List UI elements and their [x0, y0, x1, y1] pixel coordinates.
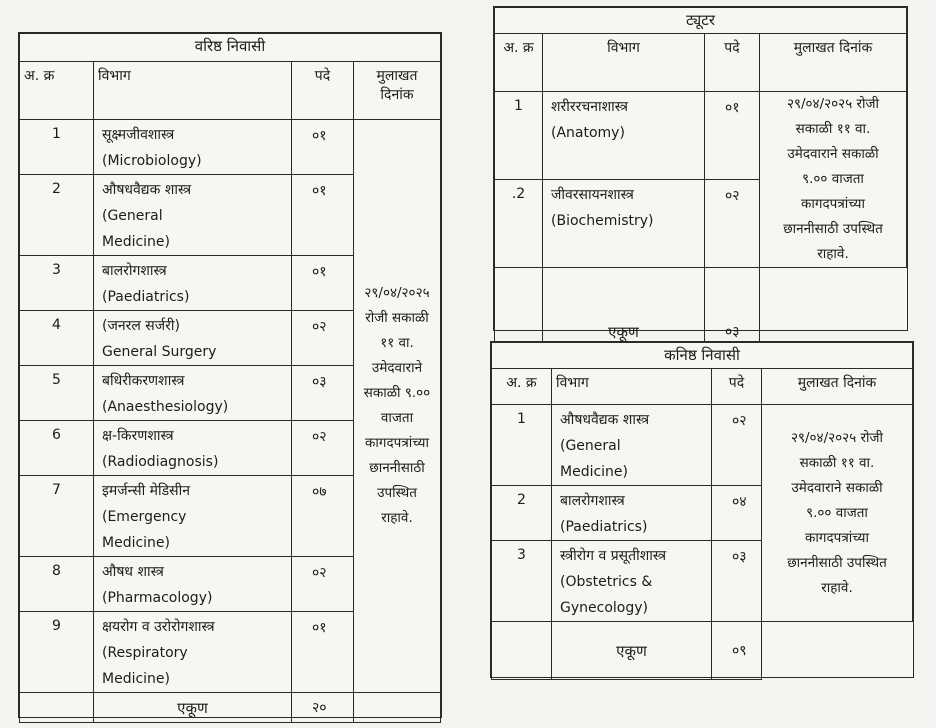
interview-date-cell	[354, 120, 441, 693]
department-name-english: (Paediatrics)	[102, 289, 190, 305]
interview-date-line: सकाळी ११ वा.	[799, 454, 875, 471]
row-number: 2	[20, 175, 94, 256]
department-cell	[94, 175, 292, 256]
interview-date-line: वाजता	[380, 410, 414, 426]
col-header-posts: पदे	[292, 62, 354, 120]
total-row	[20, 693, 441, 723]
row-number: 2	[492, 486, 552, 541]
row-number: 1	[492, 405, 552, 486]
table-title: वरिष्ठ निवासी	[20, 34, 441, 62]
interview-date-line: सकाळी ९.००	[363, 385, 431, 401]
table-title: ट्यूटर	[495, 8, 907, 34]
table-row	[20, 120, 441, 175]
interview-date-line: राहावे.	[817, 246, 849, 262]
interview-date-line: २९/०४/२०२५ रोजी	[790, 429, 884, 446]
total-label: एकूण	[543, 268, 705, 396]
department-name-marathi: बालरोगशास्त्र	[102, 263, 167, 279]
row-number: 8	[20, 557, 94, 612]
department-name-marathi: स्त्रीरोग व प्रसूतीशास्त्र	[560, 548, 667, 564]
interview-date-line: राहावे.	[381, 510, 413, 526]
department-cell	[94, 256, 292, 311]
posts-count: ०१	[292, 256, 354, 311]
department-name-english: Medicine)	[102, 671, 171, 687]
table-row	[492, 405, 913, 486]
department-cell	[94, 476, 292, 557]
department-cell	[94, 366, 292, 421]
col-header-date: मुलाखत दिनांक	[354, 62, 441, 120]
interview-date-line: उपस्थित	[377, 485, 417, 501]
total-row	[492, 622, 913, 680]
interview-date-line: ११ वा.	[380, 335, 414, 351]
interview-date-line: सकाळी ११ वा.	[795, 121, 871, 137]
interview-date-line: कागदपत्रांच्या	[805, 529, 869, 546]
posts-count: ०२	[292, 421, 354, 476]
posts-count: ०१	[292, 612, 354, 693]
row-number: 6	[20, 421, 94, 476]
col-header-date: मुलाखत दिनांक	[762, 369, 913, 405]
interview-date-line: छाननीसाठी	[369, 460, 425, 476]
posts-count: ०१	[292, 175, 354, 256]
department-name-marathi: क्षयरोग व उरोरोगशास्त्र	[102, 619, 215, 635]
posts-count: ०२	[705, 180, 760, 268]
department-name-marathi: इमर्जन्सी मेडिसीन	[102, 483, 191, 499]
junior-resident-table	[490, 341, 914, 678]
interview-date-line: उमेदवाराने सकाळी	[787, 146, 879, 162]
row-number: 1	[20, 120, 94, 175]
row-number: 7	[20, 476, 94, 557]
posts-count: ०३	[712, 541, 762, 622]
col-header-posts: पदे	[712, 369, 762, 405]
interview-date-line: ९.०० वाजता	[806, 504, 868, 521]
total-value: २०	[292, 693, 354, 723]
department-name-marathi: सूक्ष्मजीवशास्त्र	[102, 127, 175, 143]
interview-date-line: २९/०४/२०२५ रोजी	[786, 96, 880, 112]
row-number: 5	[20, 366, 94, 421]
table-title: कनिष्ठ निवासी	[492, 343, 913, 369]
total-value: ०३	[705, 268, 760, 396]
department-name-english: (Obstetrics &	[560, 574, 653, 590]
department-cell	[543, 180, 705, 268]
department-name-english: (Emergency	[102, 509, 187, 525]
department-name-english: (General	[560, 438, 621, 454]
row-number: 4	[20, 311, 94, 366]
department-cell	[94, 120, 292, 175]
department-name-english: (Anaesthesiology)	[102, 399, 229, 415]
department-name-english: General Surgery	[102, 344, 217, 360]
row-number: 3	[20, 256, 94, 311]
col-header-dept: विभाग	[552, 369, 712, 405]
col-header-sr: अ. क्र	[495, 34, 543, 92]
posts-count: ०१	[292, 120, 354, 175]
posts-count: ०२	[712, 405, 762, 486]
total-label: एकूण	[552, 622, 712, 680]
department-name-english: (Pharmacology)	[102, 590, 213, 606]
total-value: ०९	[712, 622, 762, 680]
department-name-marathi: बधिरीकरणशास्त्र	[102, 373, 185, 389]
department-name-marathi: क्ष-किरणशास्त्र	[102, 428, 174, 444]
interview-date-line: उमेदवाराने	[371, 360, 423, 376]
interview-date-line: रोजी सकाळी	[365, 310, 429, 326]
department-cell	[94, 421, 292, 476]
interview-date-line: राहावे.	[821, 579, 853, 596]
department-name-english: (Microbiology)	[102, 153, 202, 169]
department-name-marathi: बालरोगशास्त्र	[560, 493, 625, 509]
total-label: एकूण	[94, 693, 292, 723]
department-name-english: (Respiratory	[102, 645, 188, 661]
department-cell	[552, 405, 712, 486]
interview-date-line: उमेदवाराने सकाळी	[791, 479, 883, 496]
department-name-english: (Anatomy)	[551, 125, 625, 141]
interview-date-line: छाननीसाठी उपस्थित	[787, 554, 887, 571]
tutor-table	[493, 6, 908, 341]
senior-resident-table	[18, 32, 442, 718]
posts-count: ०१	[705, 92, 760, 180]
row-number: 9	[20, 612, 94, 693]
table-row	[495, 92, 907, 180]
col-header-dept: विभाग	[94, 62, 292, 120]
department-cell	[94, 612, 292, 693]
interview-date-line: ९.०० वाजता	[802, 171, 864, 187]
department-name-english: (General	[102, 208, 163, 224]
department-cell	[552, 541, 712, 622]
row-number: 3	[492, 541, 552, 622]
posts-count: ०२	[292, 557, 354, 612]
department-cell	[94, 311, 292, 366]
interview-date-cell	[762, 405, 913, 622]
interview-date-cell	[760, 92, 907, 268]
col-header-posts: पदे	[705, 34, 760, 92]
row-number: 1	[495, 92, 543, 180]
department-cell	[94, 557, 292, 612]
interview-date-line: छाननीसाठी उपस्थित	[783, 221, 883, 237]
department-name-marathi: औषधवैद्यक शास्त्र	[560, 412, 650, 428]
col-header-date: मुलाखत दिनांक	[760, 34, 907, 92]
department-name-marathi: (जनरल सर्जरी)	[102, 318, 180, 334]
department-name-english: Gynecology)	[560, 600, 648, 616]
posts-count: ०७	[292, 476, 354, 557]
col-header-sr: अ. क्र	[492, 369, 552, 405]
department-name-marathi: शरीररचनाशास्त्र	[551, 99, 628, 115]
posts-count: ०४	[712, 486, 762, 541]
row-number: .2	[495, 180, 543, 268]
department-name-marathi: जीवरसायनशास्त्र	[551, 187, 634, 203]
interview-date-line: कागदपत्रांच्या	[801, 196, 865, 212]
interview-date-line: २९/०४/२०२५	[364, 285, 430, 301]
department-name-english: Medicine)	[560, 464, 629, 480]
department-name-marathi: औषधवैद्यक शास्त्र	[102, 182, 192, 198]
posts-count: ०३	[292, 366, 354, 421]
department-name-english: (Paediatrics)	[560, 519, 648, 535]
col-header-dept: विभाग	[543, 34, 705, 92]
department-name-marathi: औषध शास्त्र	[102, 564, 164, 580]
department-name-english: Medicine)	[102, 234, 171, 250]
department-name-english: Medicine)	[102, 535, 171, 551]
department-name-english: (Radiodiagnosis)	[102, 454, 219, 470]
posts-count: ०२	[292, 311, 354, 366]
department-cell	[552, 486, 712, 541]
department-name-english: (Biochemistry)	[551, 213, 654, 229]
interview-date-line: कागदपत्रांच्या	[365, 435, 429, 451]
col-header-sr: अ. क्र	[20, 62, 94, 120]
department-cell	[543, 92, 705, 180]
